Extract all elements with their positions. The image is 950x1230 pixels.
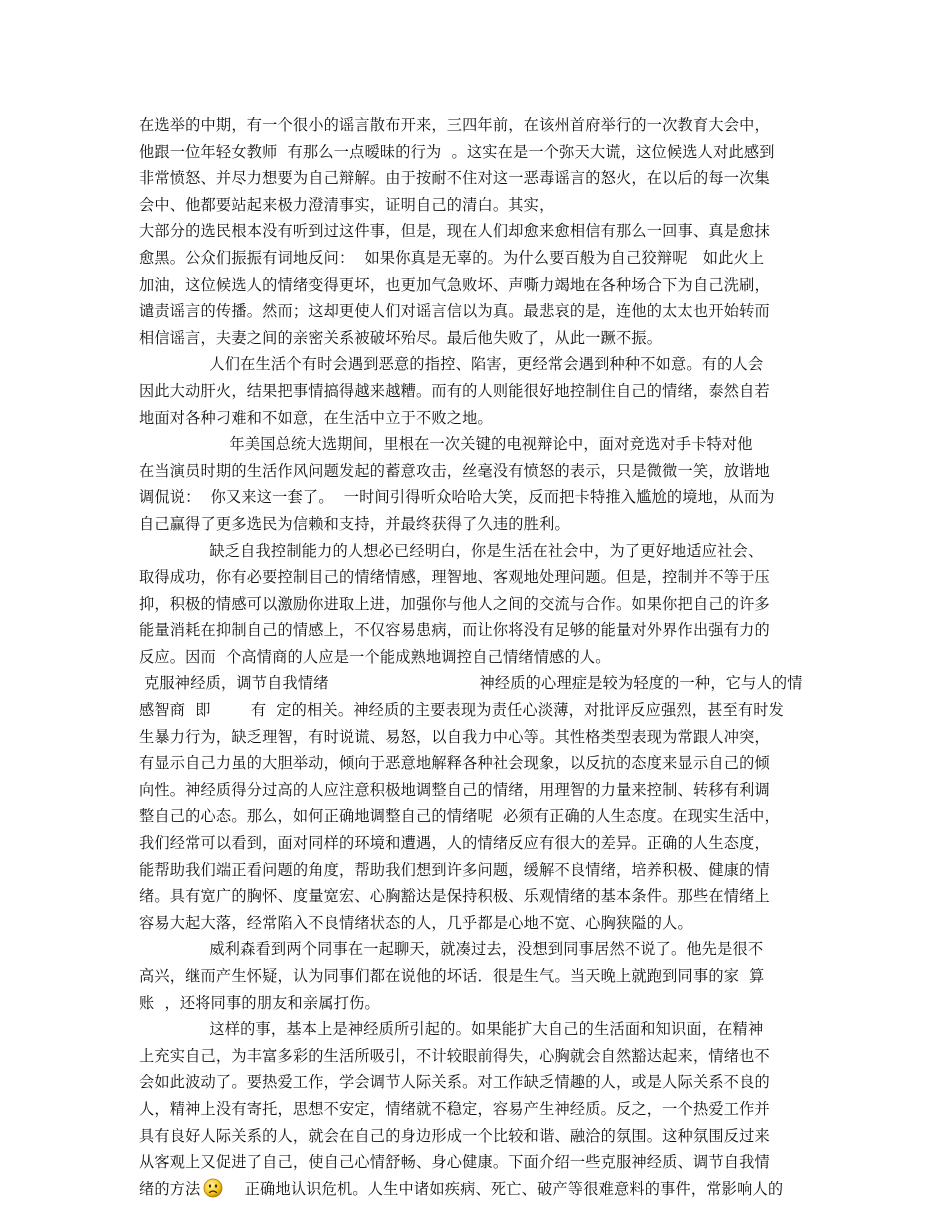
paragraph-line: 能帮助我们端正看问题的角度，帮助我们想到许多问题，缓解不良情绪，培养积极、健康的情 [139,860,770,879]
paragraph-line: 缺乏自我控制能力的人想必已经明白，你是生活在社会中，为了更好地适应社会、 [139,541,764,560]
paragraph-line: 谴责谣言的传播。然而；这却更使人们对谣言信以为真。最悲哀的是，连他的太太也开始转而 [139,302,770,321]
paragraph-line: 愈黑。公众们振振有词地反问： 如果你真是无辜的。为什么要百般为自己狡辩呢 如此火上 [139,248,765,267]
paragraph-line: 人们在生活个有时会遇到恶意的指控、陷害，更经常会遇到种种不如意。有的人会 [139,355,764,374]
paragraph-line: 取得成功，你有必要控制目己的情绪情感，理智地、客观地处理问题。但是，控制并不等于压 [139,568,770,587]
paragraph-line: 他跟一位年轻女教师 有那么一点暧昧的行为 。这实在是一个弥天大谎，这位候选人对此感到 [139,142,775,161]
paragraph-line: 威利森看到两个同事在一起聊天，就凑过去，没想到同事居然不说了。他先是很不 [139,940,764,959]
paragraph-line: 非常愤怒、并尽力想要为自己辩解。由于按耐不住对这一恶毒谣言的怒火，在以后的每一次集 [139,169,770,188]
paragraph-line: 克服神经质，调节自我情绪 神经质的心理症是较为轻度的一种，它与人的情 [139,674,803,693]
paragraph-line: 能量消耗在抑制自己的情感上，不仅容易患病，而让你将没有足够的能量对外界作出强有力的 [139,621,770,640]
paragraph-line [139,1176,811,1203]
sad-face-icon [203,1178,223,1198]
document-body [139,112,811,1176]
document-page [139,112,811,1202]
paragraph-line: 人，精神上没有寄托，思想不安定，情绪就不稳定，容易产生神经质。反之，一个热爱工作并 [139,1099,770,1118]
paragraph-line: 抑，积极的情感可以激励你进取上进，加强你与他人之间的交流与合作。如果你把自己的许多 [139,594,770,613]
paragraph-line: 因此大动肝火，结果把事情搞得越来越糟。而有的人则能很好地控制住自己的情绪，泰然自若 [139,381,770,400]
paragraph-line: 账 ，还将同事的朋友和亲属打伤。 [139,993,380,1012]
paragraph-line: 年美国总统大选期间，里根在一次关键的电视辩论中，面对竞选对手卡特对他 [139,435,753,454]
paragraph-line: 容易大起大落，经常陷入不良情绪状态的人，几乎都是心地不宽、心胸狭隘的人。 [139,913,693,932]
line-text: 正确地认识危机。人生中诸如疾病、死亡、破产等很难意料的事件，常影响人的 [224,1179,784,1198]
line-text: 绪的方法 [139,1179,201,1198]
paragraph-line: 具有良好人际关系的人，就会在自己的身边形成一个比较和谐、融洽的氛围。这种氛围反过来 [139,1126,770,1145]
paragraph-line: 感智商 即 有 定的相关。神经质的主要表现为责任心淡薄，对批评反应强烈，甚至有时发 [139,701,785,720]
paragraph-line: 从客观上又促进了自己，使自己心情舒畅、身心健康。下面介绍一些克服神经质、调节自我情 [139,1153,770,1172]
paragraph-line: 会中、他都要站起来极力澄清事实，证明自己的清白。其实， [139,195,555,214]
paragraph-line: 向性。神经质得分过高的人应注意积极地调整自己的情绪，用理智的力量来控制、转移有利调 [139,780,770,799]
paragraph-line: 整自己的心态。那么，如何正确地调整自己的情绪呢 必须有正确的人生态度。在现实生活中， [139,807,780,826]
paragraph-line: 加油，这位候选人的情绪变得更坏，也更加气急败坏、声嘶力竭地在各种场合下为自己洗刷， [139,275,770,294]
paragraph-line: 高兴，继而产生怀疑，认为同事们都在说他的坏话．很是生气。当天晚上就跑到同事的家 算 [139,967,765,985]
paragraph-line: 这样的事，基本上是神经质所引起的。如果能扩大自己的生活面和知识面，在精神 [139,1020,764,1039]
paragraph-line: 上充实自己，为丰富多彩的生活所吸引，不计较眼前得失，心胸就会自然豁达起来，情绪也不 [139,1046,770,1065]
paragraph-line: 在当演员时期的生活作风问题发起的蓄意攻击，丝毫没有愤怒的表示，只是微微一笑，放谐地 [139,461,770,480]
paragraph-line: 地面对各种刁难和不如意，在生活中立于不败之地。 [139,408,493,427]
paragraph-line: 大部分的选民根本没有听到过这件事，但是，现在人们却愈来愈相信有那么一回事、真是愈抹 [139,222,770,241]
paragraph-line: 调侃说： 你又来这一套了。 一时间引得听众哈哈大笑，反而把卡特推入尴尬的境地，从而为 [139,488,775,507]
paragraph-line: 反应。因而 个高情商的人应是一个能成熟地调控自己情绪情感的人。 [139,647,611,666]
paragraph-line: 有显示自己力虽的大胆举动，倾向于恶意地解释各种社会现象，以反抗的态度来显示自己的倾 [139,754,770,773]
paragraph-line: 会如此波动了。要热爱工作，学会调节人际关系。对工作缺乏情趣的人，或是人际关系不良的 [139,1073,770,1092]
paragraph-line: 自己赢得了更多选民为信赖和支持，并最终获得了久违的胜利。 [139,514,570,533]
paragraph-line: 我们经常可以看到，面对同样的环境和遭遇，人的情绪反应有很大的差异。正确的人生态度， [139,834,770,853]
paragraph-line: 绪。具有宽广的胸怀、度量宽宏、心胸豁达是保持积极、乐观情绪的基本条件。那些在情绪上 [139,887,770,906]
paragraph-line: 相信谣言，夫妻之间的亲密关系被破坏殆尽。最后他失败了，从此一蹶不振。 [139,328,663,347]
paragraph-line: 在选举的中期，有一个很小的谣言散布开来，三四年前，在该州首府举行的一次教育大会中， [139,116,770,134]
paragraph-line: 生暴力行为，缺乏理智，有时说谎、易怒，以自我力中心等。其性格类型表现为常跟人冲突， [139,727,770,746]
